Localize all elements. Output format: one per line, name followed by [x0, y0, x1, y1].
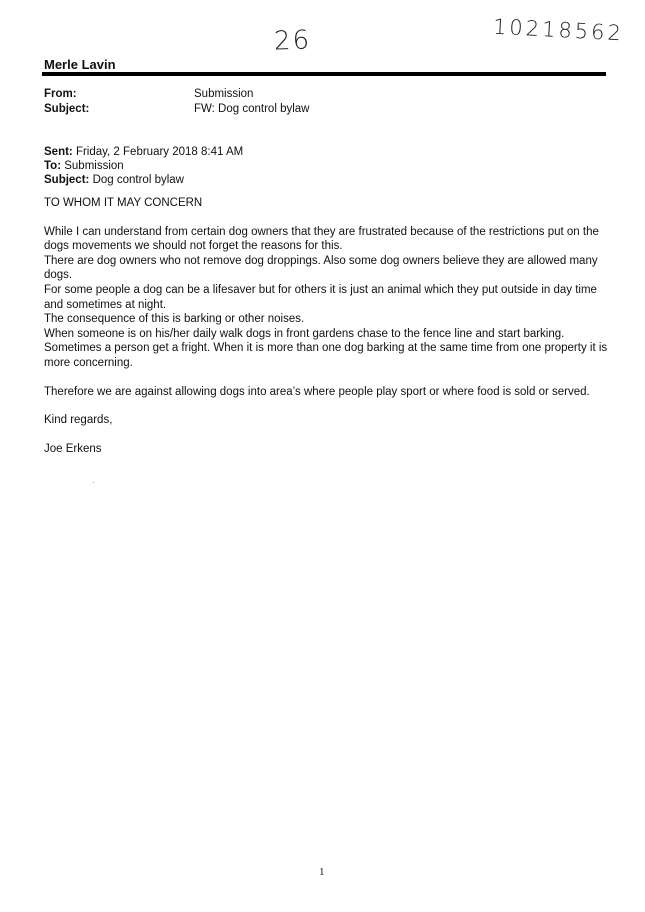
body-line: Sometimes a person get a fright. When it is more than one dog barking at the same time from one property it is more concerning.	[44, 342, 608, 369]
to-value: Submission	[61, 160, 124, 172]
body-line: There are dog owners who not remove dog droppings. Also some dog owners believe they are allowed many dogs.	[44, 254, 598, 282]
body-line: When someone is on his/her daily walk dogs in front gardens chase to the fence line and start barking.	[44, 327, 565, 340]
body-line: For some people a dog can be a lifesaver but for others it is just an animal which they put outside in day time and sometimes at night.	[44, 283, 597, 311]
closing: Kind regards,	[44, 414, 113, 427]
salutation: TO WHOM IT MAY CONCERN	[44, 197, 203, 209]
signature: Joe Erkens	[44, 442, 102, 455]
body-line: The consequence of this is barking or other noises.	[44, 313, 305, 326]
conclusion: Therefore we are against allowing dogs into area’s where people play sport or where food is sold or served.	[44, 385, 590, 398]
body-line: While I can understand from certain dog owners that they are frustrated because of the restrictions put on the dogs movements we should not forget the reasons for this.	[44, 225, 599, 253]
email-body	[44, 196, 614, 456]
fwd-subject-line	[44, 173, 243, 187]
handwritten-page-number: 26	[273, 25, 312, 57]
sender-name: Merle Lavin	[44, 57, 116, 72]
subject-label: Subject:	[44, 103, 90, 115]
forwarded-header	[44, 145, 243, 187]
scan-speck	[93, 482, 94, 483]
to-label: To:	[44, 160, 62, 172]
sent-line	[44, 145, 243, 159]
header-rule	[42, 72, 606, 76]
sent-label: Sent:	[44, 146, 73, 158]
to-line	[44, 159, 243, 173]
handwritten-reference-number: 10218562	[492, 14, 625, 46]
from-label: From:	[44, 88, 77, 100]
sent-value: Friday, 2 February 2018 8:41 AM	[72, 146, 244, 158]
fwd-subject-value: Dog control bylaw	[89, 174, 184, 186]
subject-value: FW: Dog control bylaw	[194, 103, 310, 115]
from-value: Submission	[194, 88, 254, 100]
fwd-subject-label: Subject:	[44, 174, 90, 186]
page-number: 1	[319, 866, 325, 878]
